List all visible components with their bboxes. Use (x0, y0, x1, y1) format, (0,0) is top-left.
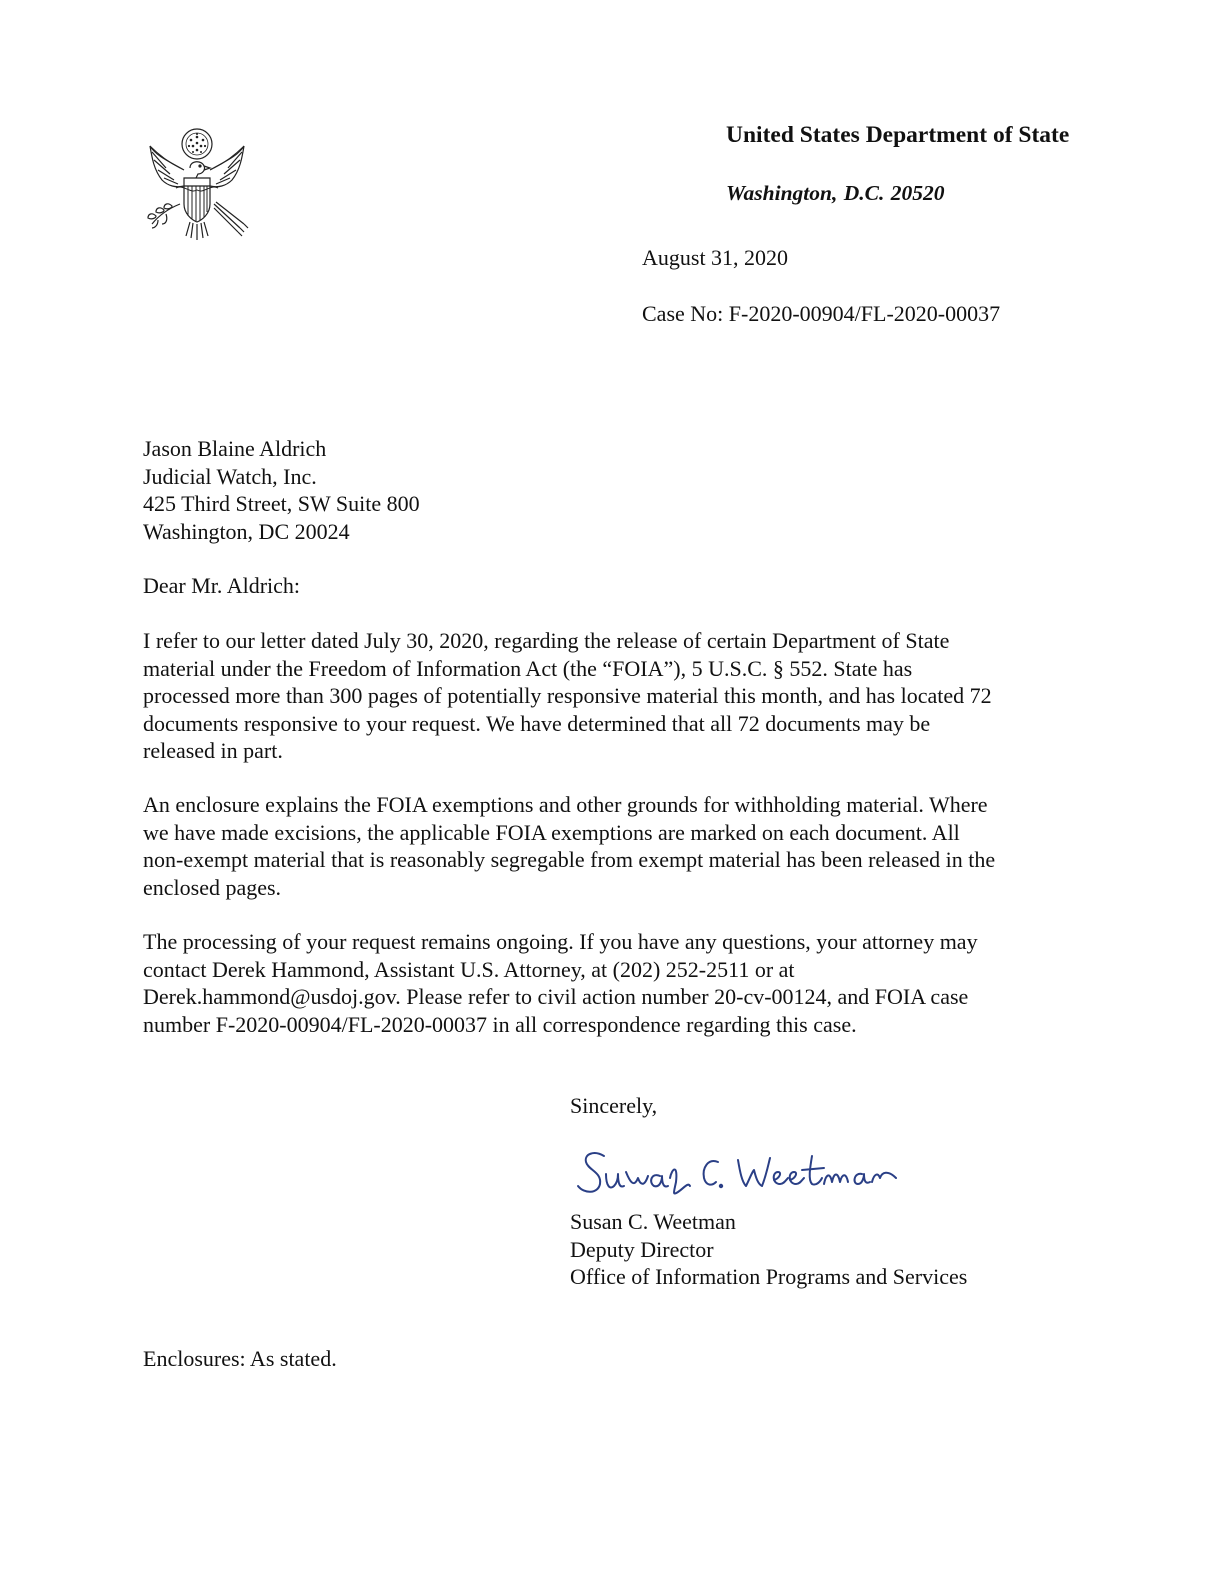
signer-office: Office of Information Programs and Services (570, 1264, 968, 1289)
paragraph-line: released in part. (143, 738, 283, 763)
signer-name: Susan C. Weetman (570, 1209, 736, 1234)
case-number: Case No: F-2020-00904/FL-2020-00037 (642, 301, 1001, 326)
department-name: United States Department of State (726, 122, 1070, 148)
paragraph-line: The processing of your request remains ongoing. If you have any questions, your attorney may (143, 929, 978, 954)
signer-block (570, 1208, 967, 1291)
enclosures-note: Enclosures: As stated. (143, 1346, 337, 1371)
handwritten-signature (570, 1142, 900, 1208)
department-seal-icon (140, 124, 252, 242)
paragraph-line: we have made excisions, the applicable FOIA exemptions are marked on each document. All (143, 819, 960, 845)
body-paragraph-2 (143, 791, 995, 901)
salutation: Dear Mr. Aldrich: (143, 573, 301, 598)
recipient-name: Jason Blaine Aldrich (143, 436, 327, 461)
recipient-organization: Judicial Watch, Inc. (143, 463, 317, 489)
recipient-address (143, 435, 420, 545)
closing: Sincerely, (570, 1093, 658, 1118)
paragraph-line: processed more than 300 pages of potentially responsive material this month, and has located 72 (143, 683, 992, 708)
paragraph-line: I refer to our letter dated July 30, 2020, regarding the release of certain Department of State (143, 628, 950, 653)
paragraph-line: enclosed pages. (143, 874, 282, 900)
paragraph-line: contact Derek Hammond, Assistant U.S. Attorney, at (202) 252-2511 or at (143, 956, 795, 982)
letter-date: August 31, 2020 (642, 245, 789, 270)
body-paragraph-1 (143, 627, 992, 765)
recipient-street: 425 Third Street, SW Suite 800 (143, 491, 420, 516)
paragraph-line: number F-2020-00904/FL-2020-00037 in all correspondence regarding this case. (143, 1011, 857, 1037)
paragraph-line: material under the Freedom of Information Act (the “FOIA”), 5 U.S.C. § 552. State has (143, 655, 913, 681)
paragraph-line: An enclosure explains the FOIA exemptions and other grounds for withholding material. Where (143, 792, 988, 817)
department-city: Washington, D.C. 20520 (726, 181, 945, 205)
paragraph-line: Derek.hammond@usdoj.gov. Please refer to civil action number 20-cv-00124, and FOIA case (143, 984, 969, 1009)
recipient-city: Washington, DC 20024 (143, 518, 350, 544)
paragraph-line: non-exempt material that is reasonably segregable from exempt material has been released in the (143, 847, 996, 872)
paragraph-line: documents responsive to your request. We have determined that all 72 documents may be (143, 710, 931, 736)
signer-title: Deputy Director (570, 1236, 714, 1262)
body-paragraph-3 (143, 928, 978, 1038)
